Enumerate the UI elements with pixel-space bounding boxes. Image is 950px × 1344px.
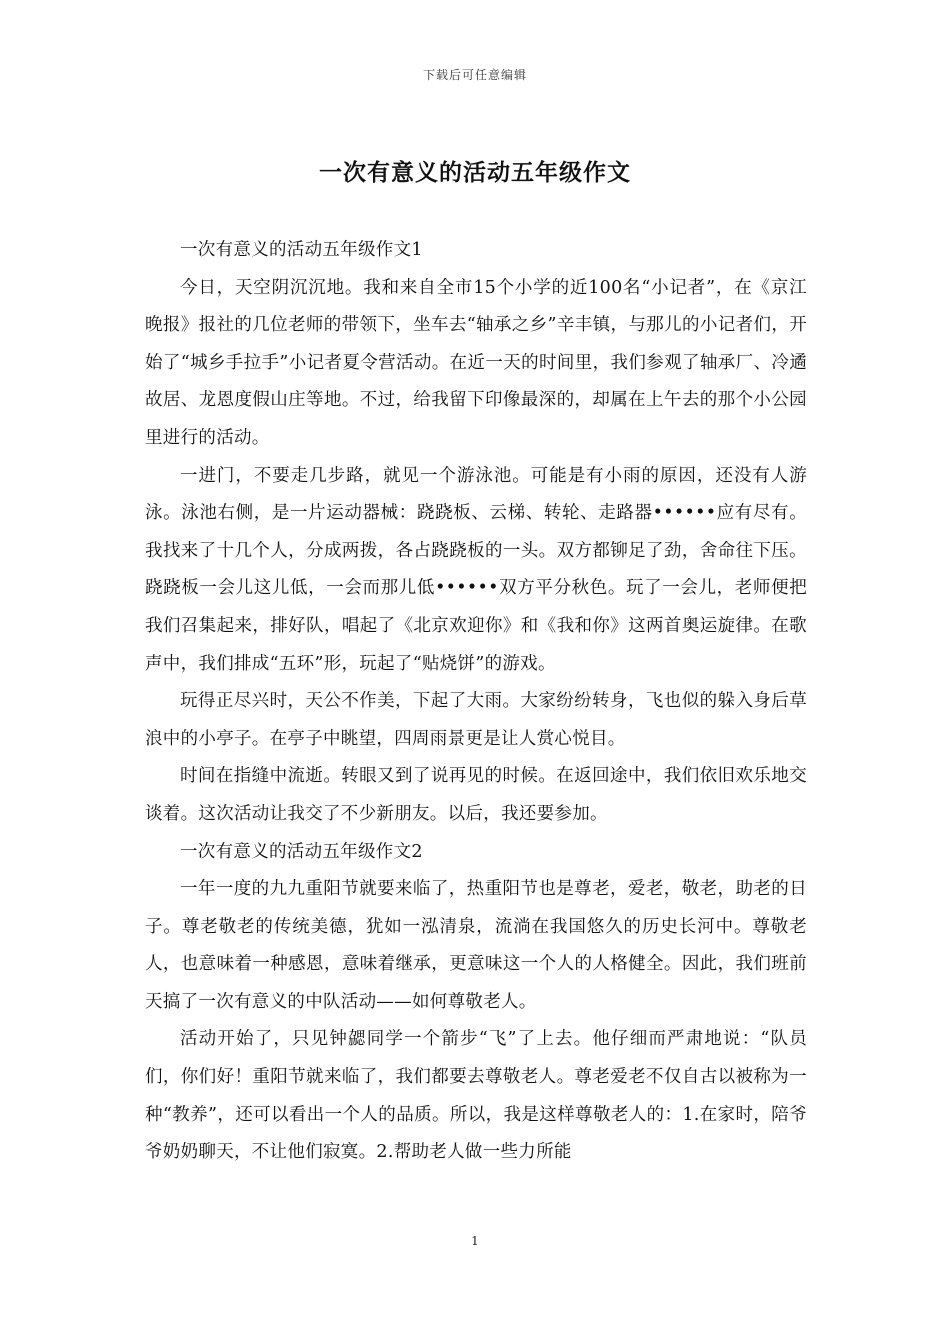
essay-1-paragraph-4: 时间在指缝中流逝。转眼又到了说再见的时候。在返回途中，我们依旧欢乐地交谈着。这次活动让我交了不少新朋友。以后，我还要参加。 [145, 766, 807, 824]
essay-1-paragraph-1: 今日，天空阴沉沉地。我和来自全市15个小学的近100名“小记者”，在《京江晚报》报社的几位老师的带领下，坐车去“轴承之乡”辛丰镇，与那儿的小记者们，开始了“城乡手拉手”小记者夏令营活动。在近一天的时间里，我们参观了轴承厂、冷遹故居、龙恩度假山庄等地。不过，给我留下印像最深的，却属在上午去的那个小公园里进行的活动。 [145, 277, 807, 448]
essay-2-paragraph-1: 一年一度的九九重阳节就要来临了，热重阳节也是尊老，爱老，敬老，助老的日子。尊老敬老的传统美德，犹如一泓清泉，流淌在我国悠久的历史长河中。尊敬老人，也意味着一种感恩，意味着继承，更意味这一个人的人格健全。因此，我们班前天搞了一次有意义的中队活动——如何尊敬老人。 [145, 879, 807, 1012]
essay-2-paragraph-2: 活动开始了，只见钟勰同学一个箭步“飞”了上去。他仔细而严肃地说：“队员们，你们好！重阳节就来临了，我们都要去尊敬老人。尊老爱老不仅自古以被称为一种“教养”，还可以看出一个人的品质。所以，我是这样尊敬老人的：1.在家时，陪爷爷奶奶聊天，不让他们寂寞。2.帮助老人做一些力所能 [145, 1029, 807, 1163]
header-note: 下载后可任意编辑 [422, 68, 527, 82]
essay-2-heading: 一次有意义的活动五年级作文2 [180, 841, 423, 862]
page-number: 1 [471, 1234, 479, 1248]
essay-1-paragraph-3: 玩得正尽兴时，天公不作美，下起了大雨。大家纷纷转身，飞也似的躲入身后草浪中的小亭子。在亭子中眺望，四周雨景更是让人赏心悦目。 [145, 691, 807, 749]
essay-1-heading: 一次有意义的活动五年级作文1 [180, 240, 423, 260]
essay-1-paragraph-2: 一进门，不要走几步路，就见一个游泳池。可能是有小雨的原因，还没有人游泳。泳池右侧，是一片运动器械：跷跷板、云梯、转轮、走路器••••••应有尽有。我找来了十几个人，分成两拨，各占跷跷板的一头。双方都铆足了劲，舍命往下压。跷跷板一会儿这儿低，一会而那儿低••••••双方平分秋色。玩了一会儿，老师便把我们召集起来，排好队，唱起了《北京欢迎你》和《我和你》这两首奥运旋律。在歌声中，我们排成“五环”形，玩起了“贴烧饼”的游戏。 [145, 465, 807, 674]
document-body [145, 232, 807, 1172]
document-title: 一次有意义的活动五年级作文 [319, 159, 631, 186]
